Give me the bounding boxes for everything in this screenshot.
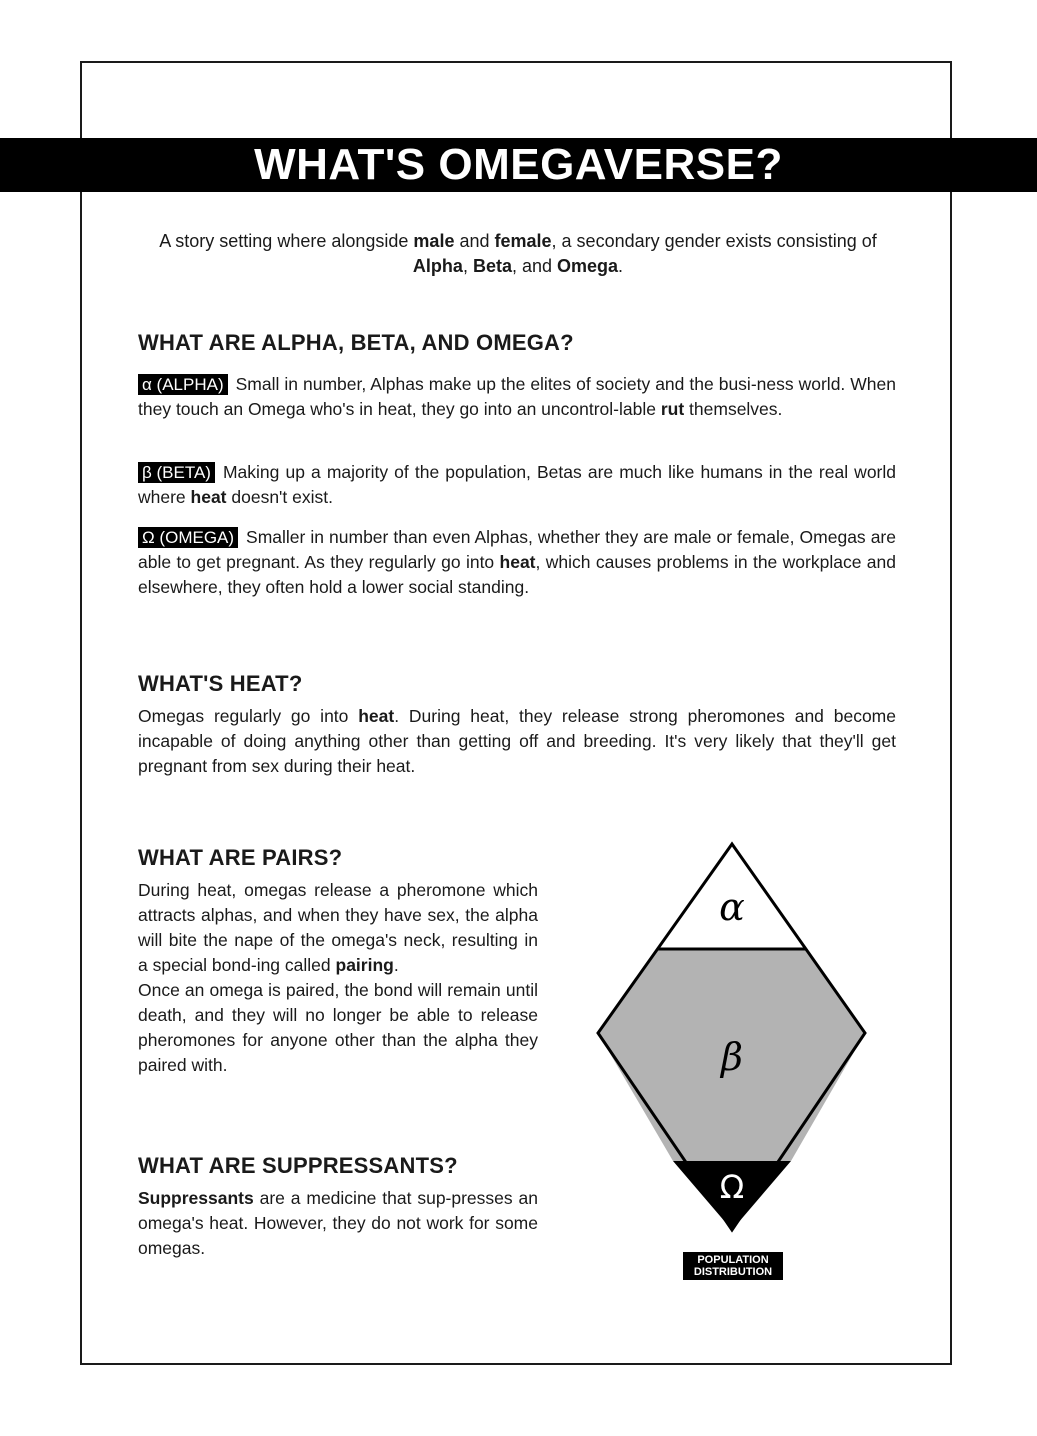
heading-abo: WHAT ARE ALPHA, BETA, AND OMEGA? bbox=[138, 330, 574, 355]
heading-pairs: WHAT ARE PAIRS? bbox=[138, 845, 343, 870]
pairs-paragraph: During heat, omegas release a pheromone which attracts alphas, and when they have sex, the alpha will bite the nape of the omega's neck, resulting in a special bond-ing called pairing. Once an omega is paired, the bond will remain until death, and they will no longer be able to release pheromones for anyone other than the alpha they paired with. bbox=[138, 880, 538, 1075]
omega-paragraph: Ω (OMEGA) Smaller in number than even Alphas, whether they are male or female, Omegas are able to get pregnant. As they regularly go into heat, which causes problems in the workplace and elsewhere, they often hold a lower social standing. bbox=[138, 527, 896, 597]
beta-paragraph: β (BETA) Making up a majority of the population, Betas are much like humans in the real world where heat doesn't exist. bbox=[138, 462, 896, 507]
beta-badge: β (BETA) bbox=[138, 462, 215, 483]
heading-suppressants: WHAT ARE SUPPRESSANTS? bbox=[138, 1153, 458, 1178]
alpha-symbol: α bbox=[719, 885, 745, 929]
beta-symbol: β bbox=[721, 1035, 743, 1079]
heading-heat: WHAT'S HEAT? bbox=[138, 671, 303, 696]
suppressants-paragraph: Suppressants are a medicine that sup-presses an omega's heat. However, they do not work for some omegas. bbox=[138, 1188, 538, 1258]
alpha-paragraph: α (ALPHA) Small in number, Alphas make up the elites of society and the busi-ness world. When they touch an Omega who's in heat, they go into an uncontrol-lable rut themselves. bbox=[138, 374, 896, 419]
intro-paragraph: A story setting where alongside male and female, a secondary gender exists consisting of Alpha, Beta, and Omega. bbox=[159, 231, 877, 276]
heat-paragraph: Omegas regularly go into heat. During heat, they release strong pheromones and become incapable of doing anything other than getting off and breeding. It's very likely that they'll get pregnant from sex during their heat. bbox=[138, 706, 896, 776]
population-distribution-label: POPULATION DISTRIBUTION bbox=[683, 1252, 783, 1280]
population-diagram bbox=[590, 838, 875, 1238]
omega-badge: Ω (OMEGA) bbox=[138, 527, 238, 548]
alpha-badge: α (ALPHA) bbox=[138, 374, 228, 395]
omega-symbol: Ω bbox=[719, 1168, 745, 1206]
page-title: WHAT'S OMEGAVERSE? bbox=[0, 138, 1037, 192]
